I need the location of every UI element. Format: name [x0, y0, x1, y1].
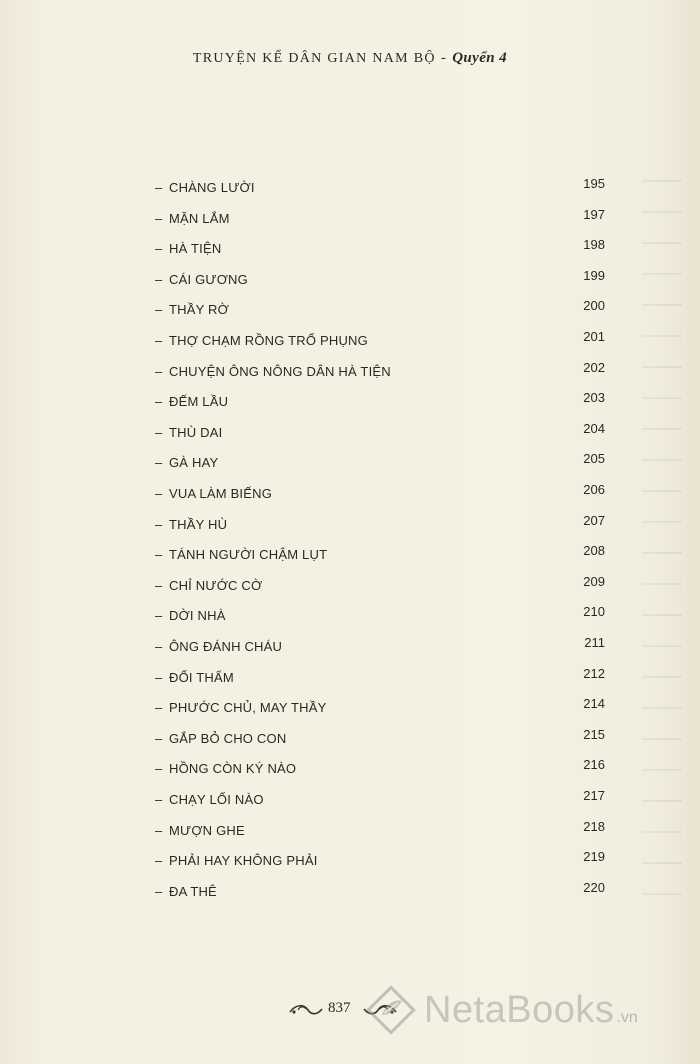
toc-entry-label: CHUYỆN ÔNG NÔNG DÂN HÀ TIỆN — [169, 363, 391, 379]
toc-dash: – — [155, 394, 163, 410]
toc-entry-page: 200 — [583, 298, 605, 314]
toc-entry-page: 204 — [583, 420, 605, 436]
toc-entry-title — [155, 670, 234, 685]
toc-entry-title — [155, 302, 229, 317]
toc-entry-title — [155, 823, 245, 838]
toc-dash: – — [155, 669, 163, 685]
toc-entry-page: 215 — [583, 726, 605, 742]
toc-entry — [0, 237, 700, 261]
toc-dash: – — [155, 883, 163, 899]
toc-entry-label: MƯỢN GHE — [169, 822, 245, 838]
toc-dash: – — [155, 210, 163, 226]
toc-entry-title — [155, 241, 221, 256]
toc-entry-label: THÙ DAI — [169, 424, 223, 440]
toc-dash: – — [155, 363, 163, 379]
toc-entry-title — [155, 272, 248, 287]
toc-entry-page: 220 — [583, 879, 605, 895]
toc-dash: – — [155, 180, 163, 195]
toc-entry-page: 208 — [583, 543, 605, 559]
toc-entry-title — [155, 547, 327, 562]
volume-label: Quyển 4 — [452, 50, 508, 66]
toc-entry-label: MẶN LẮM — [169, 210, 230, 226]
toc-entry-page: 217 — [583, 788, 605, 803]
toc-entry-page: 218 — [583, 818, 605, 834]
toc-entry — [0, 360, 700, 384]
toc-entry-title — [155, 394, 228, 409]
toc-dash: – — [155, 822, 163, 838]
toc-entry-title — [155, 731, 286, 746]
toc-dash: – — [155, 516, 163, 532]
toc-entry — [0, 482, 700, 506]
toc-entry-page: 209 — [583, 573, 605, 589]
toc-dash: – — [155, 792, 163, 807]
toc-entry — [0, 819, 700, 843]
toc-entry-label: ÔNG ĐÁNH CHÁU — [169, 639, 283, 654]
running-header — [0, 50, 700, 67]
toc-entry-label: VUA LÀM BIẾNG — [169, 486, 273, 501]
toc-entry-title — [155, 364, 391, 379]
toc-entry — [0, 543, 700, 567]
toc-entry-label: ĐA THÊ — [169, 883, 217, 899]
toc-entry-label: GÀ HAY — [169, 455, 219, 471]
toc-entry-title — [155, 425, 222, 440]
toc-entry-page: 219 — [583, 849, 605, 865]
toc-entry-label: CHÀNG LƯỜI — [169, 180, 255, 195]
toc-entry-title — [155, 761, 296, 776]
toc-entry-page: 202 — [583, 359, 605, 375]
toc-entry — [0, 696, 700, 720]
book-title: TRUYỆN KỂ DÂN GIAN NAM BỘ — [192, 51, 436, 66]
toc-entry-label: THỢ CHẠM RỒNG TRỔ PHỤNG — [169, 333, 368, 348]
toc-entry — [0, 298, 700, 322]
toc-entry-label: GẮP BỎ CHO CON — [169, 730, 287, 746]
toc-entry-title — [155, 853, 318, 868]
toc-entry — [0, 513, 700, 537]
toc-entry-label: HÀ TIỆN — [169, 241, 222, 257]
toc-entry-title — [155, 639, 282, 654]
toc-entry-label: PHẢI HAY KHÔNG PHẢI — [169, 853, 318, 869]
toc-entry-label: HỒNG CÒN KÝ NÀO — [169, 761, 297, 777]
toc-entry-page: 198 — [583, 237, 605, 253]
watermark — [366, 980, 638, 1040]
toc-entry-title — [155, 884, 217, 899]
toc-dash: – — [155, 271, 163, 287]
toc-entry-page: 205 — [583, 451, 605, 467]
toc-entry-label: DỜI NHÀ — [169, 608, 226, 624]
toc-entry-label: ĐẾM LẦU — [169, 394, 229, 410]
toc-entry-title — [155, 211, 230, 226]
toc-entry-title — [155, 333, 368, 348]
toc-entry-page: 210 — [583, 604, 605, 620]
toc-entry-label: CHỈ NƯỚC CỜ — [169, 577, 263, 593]
watermark-suffix: .vn — [616, 1009, 638, 1026]
toc-dash: – — [155, 547, 163, 563]
page-number: 837 — [328, 1000, 351, 1016]
toc-dash: – — [155, 241, 163, 257]
toc-entry — [0, 635, 700, 659]
toc-entry-page: 201 — [583, 329, 605, 344]
toc-dash: – — [155, 424, 163, 440]
toc-entry-label: CHẠY LỐI NÀO — [169, 792, 264, 807]
toc-entry — [0, 268, 700, 292]
toc-entry-page: 203 — [583, 390, 605, 406]
toc-entry-title — [155, 180, 255, 195]
toc-dash: – — [155, 639, 163, 654]
toc-entry — [0, 880, 700, 904]
toc-entry-label: CÁI GƯƠNG — [169, 271, 248, 287]
toc-entry-page: 211 — [584, 635, 605, 650]
header-separator: - — [440, 50, 448, 66]
toc-entry-page: 195 — [583, 176, 605, 191]
toc-entry-page: 216 — [583, 757, 605, 773]
toc-dash: – — [155, 761, 163, 777]
toc-entry — [0, 727, 700, 751]
toc-entry — [0, 849, 700, 873]
toc-entry-title — [155, 517, 227, 532]
toc-dash: – — [155, 730, 163, 746]
toc-dash: – — [155, 333, 163, 348]
toc-entry — [0, 329, 700, 353]
toc-entry-page: 214 — [583, 696, 605, 712]
toc-entry — [0, 757, 700, 781]
toc-dash: – — [155, 455, 163, 471]
toc-entry — [0, 451, 700, 475]
toc-entry-title — [155, 792, 264, 807]
toc-entry — [0, 666, 700, 690]
toc-entry-label: THẦY HÙ — [169, 516, 228, 532]
toc-entry — [0, 574, 700, 598]
toc-entry-label: PHƯỚC CHỦ, MAY THẦY — [169, 700, 327, 716]
toc-entry — [0, 176, 700, 200]
toc-entry-title — [155, 578, 262, 593]
toc-entry — [0, 421, 700, 445]
toc-dash: – — [155, 700, 163, 716]
toc-entry-title — [155, 486, 272, 501]
toc-dash: – — [155, 608, 163, 624]
ornament-left-icon — [288, 1000, 324, 1020]
toc-entry-title — [155, 700, 327, 715]
toc-dash: – — [155, 302, 163, 318]
toc-entry-page: 206 — [583, 482, 605, 497]
neta-leaf-logo-icon — [366, 985, 416, 1035]
toc-entry-label: TÁNH NGƯỜI CHẬM LỤT — [169, 547, 328, 563]
watermark-brand: NetaBooks — [424, 988, 615, 1031]
toc-entry — [0, 390, 700, 414]
toc-entry-label: ĐỔI THẨM — [169, 669, 234, 685]
toc-entry — [0, 604, 700, 628]
toc-entry — [0, 788, 700, 812]
toc-entry-page: 199 — [583, 267, 605, 283]
toc-entry-title — [155, 608, 226, 623]
toc-dash: – — [155, 486, 163, 501]
toc-dash: – — [155, 577, 163, 593]
toc-dash: – — [155, 853, 163, 869]
toc-entry-page: 212 — [583, 665, 605, 681]
toc-entry-page: 207 — [583, 512, 605, 528]
toc-entry-label: THẦY RỜ — [169, 302, 229, 318]
toc-entry — [0, 207, 700, 231]
toc-entry-title — [155, 455, 218, 470]
toc-entry-page: 197 — [583, 206, 605, 222]
